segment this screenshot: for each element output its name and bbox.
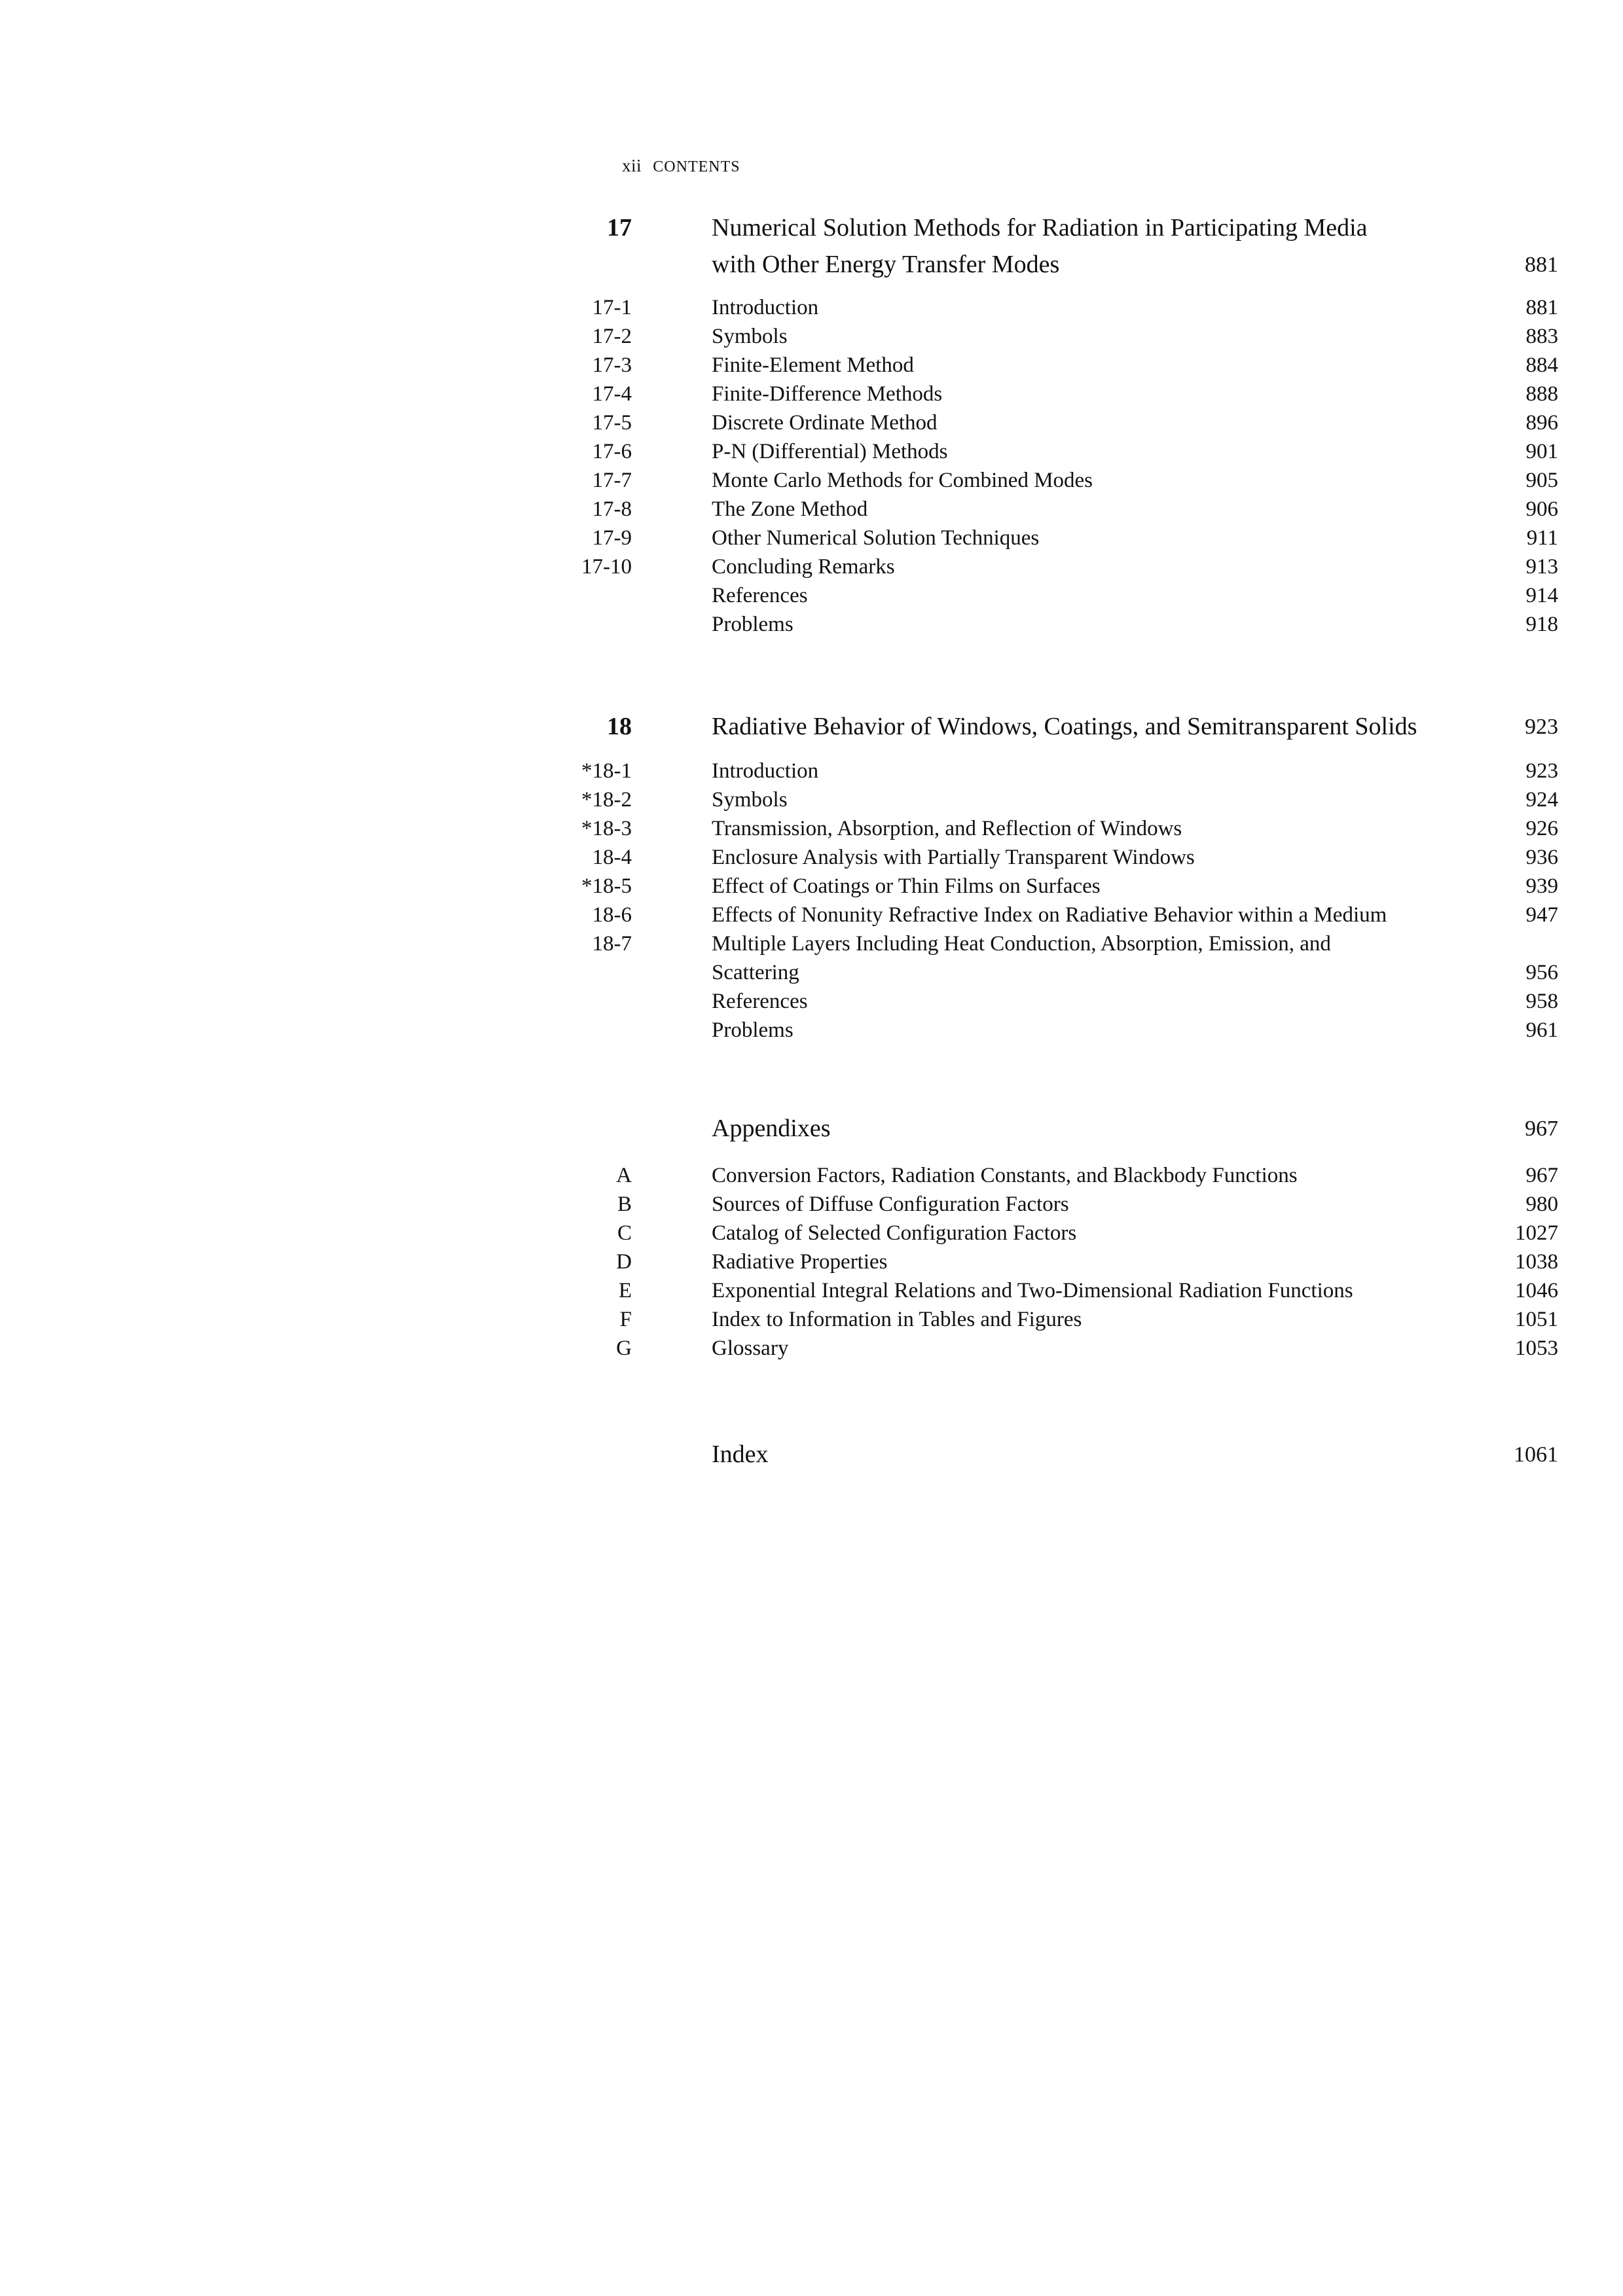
appendix-page: 1053: [1515, 1336, 1558, 1360]
section-page: 939: [1525, 874, 1558, 898]
appendix-letter: D: [616, 1250, 632, 1274]
appendix-page: 1038: [1515, 1250, 1558, 1274]
appendix-page: 980: [1525, 1193, 1558, 1216]
section-page: 896: [1525, 411, 1558, 435]
section-page: 883: [1525, 325, 1558, 348]
appendixes-title: Appendixes: [712, 1115, 831, 1142]
appendix-title: Index to Information in Tables and Figures: [712, 1308, 1082, 1331]
toc-entry[interactable]: [592, 440, 1558, 469]
chapter-heading[interactable]: [609, 213, 1558, 250]
section-page: 936: [1525, 846, 1558, 869]
toc-entry[interactable]: [592, 382, 1558, 411]
chapter-18-block: [581, 712, 1558, 1047]
section-title: References: [712, 584, 808, 607]
section-page: 926: [1525, 817, 1558, 840]
running-head-page-number: xii: [622, 156, 642, 175]
section-number: 17-8: [592, 497, 632, 521]
section-title: Symbols: [712, 788, 788, 812]
section-title: Monte Carlo Methods for Combined Modes: [712, 469, 1093, 492]
section-number: *18-2: [581, 788, 632, 812]
appendix-letter: F: [619, 1308, 632, 1331]
index-page: 1061: [1514, 1443, 1558, 1467]
appendix-letter: B: [617, 1193, 632, 1216]
section-title: Finite-Element Method: [712, 353, 914, 377]
section-title: The Zone Method: [712, 497, 868, 521]
appendix-page: 1027: [1515, 1221, 1558, 1245]
section-page: 947: [1525, 903, 1558, 927]
toc-entry[interactable]: [609, 961, 1558, 990]
section-title: References: [712, 990, 808, 1013]
toc-entry[interactable]: [609, 1250, 1558, 1279]
section-page: 924: [1525, 788, 1558, 812]
section-title: Other Numerical Solution Techniques: [712, 526, 1040, 550]
section-page: 901: [1525, 440, 1558, 463]
toc-entry[interactable]: [609, 990, 1558, 1018]
appendixes-heading[interactable]: [609, 1114, 1558, 1164]
section-title: Introduction: [712, 296, 819, 319]
section-page: 906: [1525, 497, 1558, 521]
section-title: Concluding Remarks: [712, 555, 895, 579]
toc-entry[interactable]: [609, 613, 1558, 641]
toc-entry[interactable]: [581, 555, 1558, 584]
toc-entry[interactable]: [592, 846, 1558, 874]
appendix-letter: A: [616, 1164, 632, 1187]
running-head-title: CONTENTS: [653, 158, 740, 175]
chapter-title-line1: Radiative Behavior of Windows, Coatings, and Semitransparent Solids: [712, 713, 1417, 740]
chapter-page: 923: [1525, 715, 1558, 739]
section-number: *18-5: [581, 874, 632, 898]
section-page: 961: [1525, 1018, 1558, 1042]
chapter-page: 881: [1525, 253, 1558, 277]
chapter-title-line1: Numerical Solution Methods for Radiation in Participating Media: [712, 214, 1368, 242]
section-title: P-N (Differential) Methods: [712, 440, 948, 463]
section-page: 888: [1525, 382, 1558, 406]
toc-entry[interactable]: [581, 817, 1558, 846]
chapter-17-block: [581, 213, 1558, 641]
appendix-page: 967: [1525, 1164, 1558, 1187]
section-title: Transmission, Absorption, and Reflection of Windows: [712, 817, 1182, 840]
toc-entry[interactable]: [592, 296, 1558, 325]
section-number: 17-9: [592, 526, 632, 550]
toc-entry[interactable]: [592, 903, 1558, 932]
appendixes-block: [609, 1114, 1558, 1365]
section-title: Symbols: [712, 325, 788, 348]
section-page: 911: [1526, 526, 1558, 550]
section-number: 18-6: [592, 903, 632, 927]
toc-entry[interactable]: [592, 325, 1558, 353]
section-title: Introduction: [712, 759, 819, 783]
appendix-title: Catalog of Selected Configuration Factors: [712, 1221, 1077, 1245]
section-page: 923: [1525, 759, 1558, 783]
toc-entry[interactable]: [592, 353, 1558, 382]
toc-entry[interactable]: [609, 1193, 1558, 1221]
section-number: 17-3: [592, 353, 632, 377]
section-page: 918: [1525, 613, 1558, 636]
section-page: 884: [1525, 353, 1558, 377]
section-title: Problems: [712, 1018, 793, 1042]
toc-entry[interactable]: [609, 1279, 1558, 1308]
toc-entry[interactable]: [609, 1308, 1558, 1336]
toc-entry[interactable]: [592, 932, 1558, 961]
section-title: Discrete Ordinate Method: [712, 411, 938, 435]
toc-entry[interactable]: [609, 1336, 1558, 1365]
appendix-letter: E: [618, 1279, 632, 1302]
section-number: 17-7: [592, 469, 632, 492]
section-number: 17-2: [592, 325, 632, 348]
section-number: 17-5: [592, 411, 632, 435]
chapter-number: 18: [607, 713, 632, 740]
running-head: [622, 156, 740, 176]
toc-entry[interactable]: [581, 874, 1558, 903]
toc-entry[interactable]: [609, 1018, 1558, 1047]
toc-entry[interactable]: [609, 1164, 1558, 1193]
appendix-title: Sources of Diffuse Configuration Factors: [712, 1193, 1069, 1216]
appendix-title: Radiative Properties: [712, 1250, 888, 1274]
toc-entry[interactable]: [592, 469, 1558, 497]
toc-entry[interactable]: [592, 497, 1558, 526]
section-title: Finite-Difference Methods: [712, 382, 943, 406]
section-title: Effects of Nonunity Refractive Index on Radiative Behavior within a Medium: [712, 903, 1387, 927]
appendix-title: Exponential Integral Relations and Two-Dimensional Radiation Functions: [712, 1279, 1353, 1302]
section-number: 17-1: [592, 296, 632, 319]
section-page: 956: [1525, 961, 1558, 984]
section-title: Multiple Layers Including Heat Conduction, Absorption, Emission, and: [712, 932, 1331, 956]
appendix-letter: G: [616, 1336, 632, 1360]
index-block: [609, 1440, 1558, 1479]
section-page: 913: [1525, 555, 1558, 579]
section-title: Scattering: [712, 961, 799, 984]
section-title: Effect of Coatings or Thin Films on Surfaces: [712, 874, 1101, 898]
appendixes-page: 967: [1525, 1117, 1558, 1141]
section-page: 881: [1525, 296, 1558, 319]
section-number: 17-4: [592, 382, 632, 406]
section-page: 958: [1525, 990, 1558, 1013]
chapter-heading[interactable]: [609, 712, 1558, 759]
section-title: Problems: [712, 613, 793, 636]
toc-entry[interactable]: [581, 788, 1558, 817]
appendix-page: 1051: [1515, 1308, 1558, 1331]
section-number: *18-1: [581, 759, 632, 783]
section-number: 17-6: [592, 440, 632, 463]
section-number: 18-4: [592, 846, 632, 869]
chapter-heading-line2[interactable]: [609, 250, 1558, 296]
chapter-number: 17: [607, 214, 632, 242]
toc-entry[interactable]: [609, 1221, 1558, 1250]
appendix-page: 1046: [1515, 1279, 1558, 1302]
section-number: 18-7: [592, 932, 632, 956]
appendix-title: Conversion Factors, Radiation Constants, and Blackbody Functions: [712, 1164, 1298, 1187]
toc-entry[interactable]: [592, 526, 1558, 555]
index-title: Index: [712, 1441, 769, 1468]
toc-entry[interactable]: [609, 584, 1558, 613]
toc-entry[interactable]: [592, 411, 1558, 440]
toc-entry[interactable]: [581, 759, 1558, 788]
section-number: *18-3: [581, 817, 632, 840]
chapter-title-line2: with Other Energy Transfer Modes: [712, 251, 1060, 278]
section-page: 914: [1525, 584, 1558, 607]
appendix-title: Glossary: [712, 1336, 789, 1360]
section-number: 17-10: [581, 555, 632, 579]
index-heading[interactable]: [609, 1440, 1558, 1479]
appendix-letter: C: [617, 1221, 632, 1245]
section-page: 905: [1525, 469, 1558, 492]
section-title: Enclosure Analysis with Partially Transparent Windows: [712, 846, 1195, 869]
